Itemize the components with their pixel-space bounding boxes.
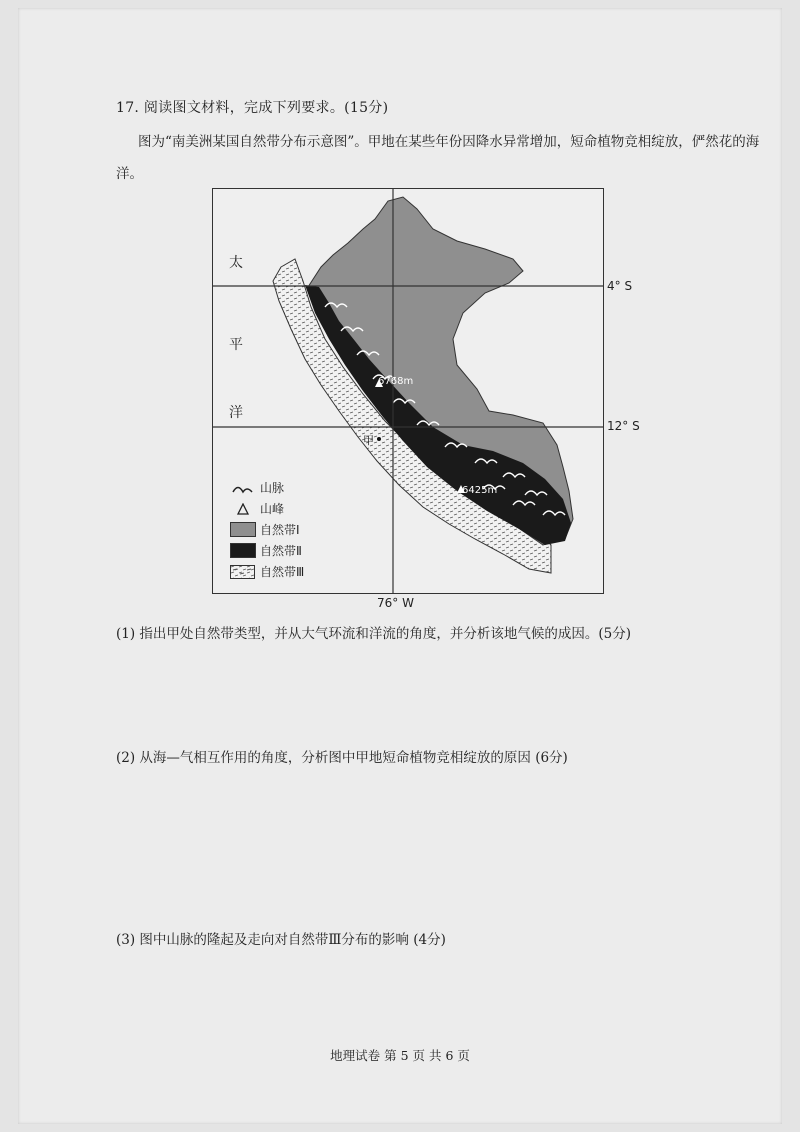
question-intro: 图为“南美洲某国自然带分布示意图”。甲地在某些年份因降水异常增加，短命植物竞相绽放，俨然花的海洋。 — [116, 134, 760, 182]
mountain-range-icon — [230, 481, 256, 495]
page-footer: 地理试卷 第 5 页 共 6 页 — [330, 1048, 470, 1063]
ocean-label-char-2: 平 — [229, 337, 243, 353]
peak-triangle-icon — [230, 502, 256, 516]
legend-item-zone-1 — [230, 519, 304, 540]
peak-label-1: 6768m — [378, 376, 414, 387]
legend-label-peak: 山峰 — [260, 502, 285, 516]
legend-item-zone-3 — [230, 561, 304, 582]
sub-question-2: (2) 从海—气相互作用的角度，分析图中甲地短命植物竞相绽放的原因 (6分) — [116, 750, 568, 766]
legend-item-zone-2 — [230, 540, 304, 561]
legend-item-mountain — [230, 477, 304, 498]
question-title: 17. 阅读图文材料，完成下列要求。(15分) — [116, 100, 389, 116]
sub-question-1: (1) 指出甲处自然带类型，并从大气环流和洋流的角度，并分析该地气候的成因。(5分) — [116, 626, 632, 642]
zone-1-swatch — [230, 522, 256, 537]
longitude-label-76w: 76° W — [377, 596, 414, 610]
legend-label-zone-2: 自然带Ⅱ — [260, 544, 302, 558]
latitude-label-4s: 4° S — [607, 279, 633, 293]
peak-label-2: 6425m — [462, 485, 498, 496]
location-jia-label: 甲 — [363, 434, 374, 447]
legend-label-zone-1: 自然带Ⅰ — [260, 523, 300, 537]
ocean-label-char-1: 太 — [229, 255, 243, 271]
map-legend — [230, 477, 304, 582]
legend-label-mountain: 山脉 — [260, 481, 285, 495]
sub-question-3: (3) 图中山脉的隆起及走向对自然带Ⅲ分布的影响 (4分) — [116, 932, 446, 948]
ocean-label-char-3: 洋 — [229, 405, 243, 421]
zone-2-swatch — [230, 543, 256, 558]
location-jia-marker — [377, 437, 381, 441]
zone-3-swatch — [230, 565, 256, 579]
latitude-label-12s: 12° S — [607, 419, 640, 433]
legend-item-peak — [230, 498, 304, 519]
legend-label-zone-3: 自然带Ⅲ — [260, 565, 305, 579]
